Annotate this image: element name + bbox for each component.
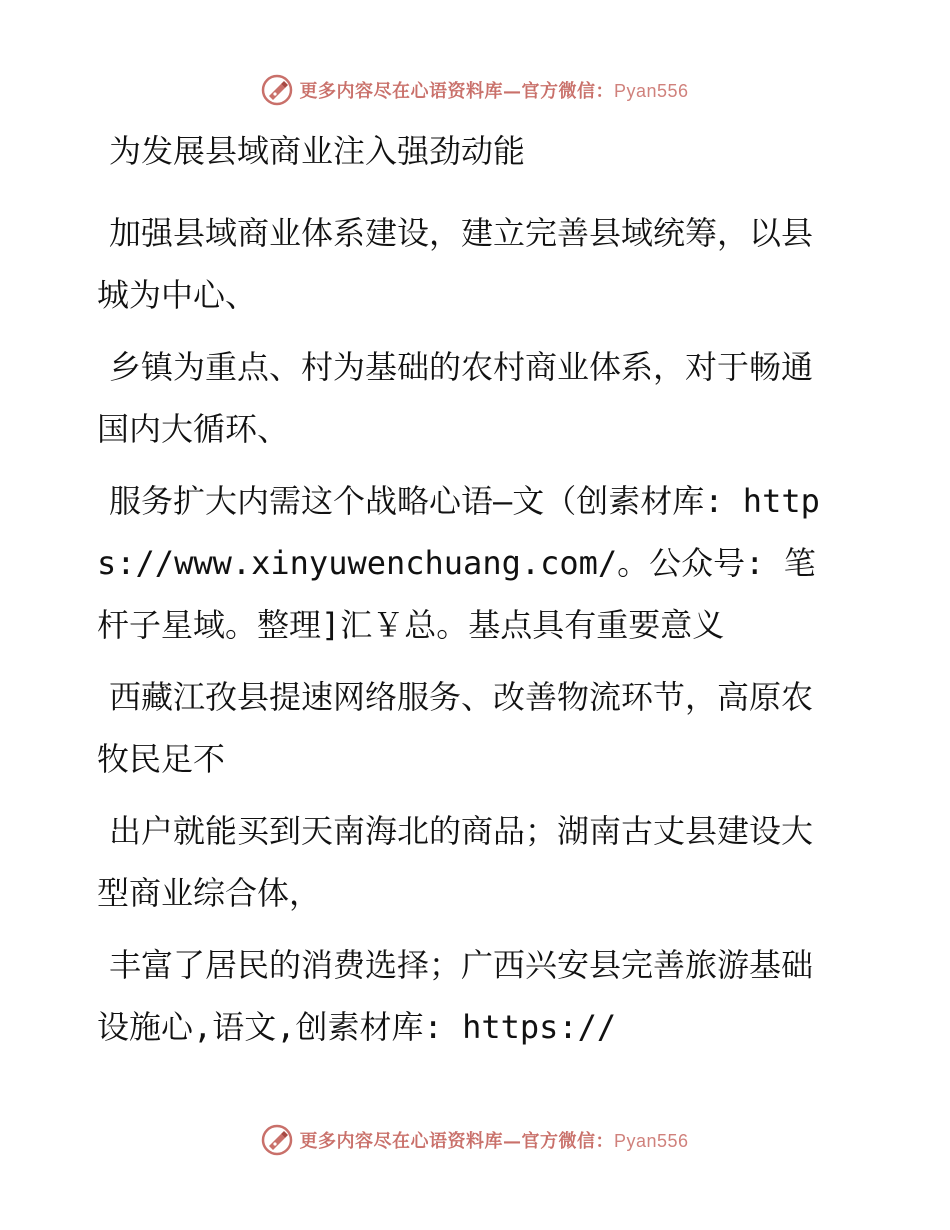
pen-nib-logo-icon — [261, 1124, 293, 1156]
footer-banner-label: 更多内容尽在心语资料库—官方微信： — [299, 1131, 614, 1152]
header-banner-text — [299, 77, 688, 103]
footer-wechat-id: Pyan556 — [613, 1131, 689, 1151]
header-banner-label: 更多内容尽在心语资料库—官方微信： — [299, 81, 614, 102]
paragraph: 加强县域商业体系建设，建立完善县域统筹，以县城为中心、 — [97, 214, 814, 314]
header-banner — [0, 70, 950, 110]
paragraph: 出户就能买到天南海北的商品；湖南古丈县建设大型商业综合体， — [97, 812, 814, 912]
document-body — [97, 120, 837, 1068]
footer-banner — [0, 1120, 950, 1160]
header-wechat-id: Pyan556 — [613, 81, 689, 101]
footer-banner-text — [299, 1127, 688, 1153]
paragraph: 西藏江孜县提速网络服务、改善物流环节，高原农牧民足不 — [97, 678, 814, 778]
paragraph: 乡镇为重点、村为基础的农村商业体系，对于畅通国内大循环、 — [97, 348, 814, 448]
paragraph: 丰富了居民的消费选择；广西兴安县完善旅游基础设施心,语文,创素材库: https:// — [97, 946, 814, 1046]
document-heading: 为发展县域商业注入强劲动能 — [109, 132, 526, 170]
paragraph: 服务扩大内需这个战略心语—文（创素材库: https://www.xinyuwenchuang.com/。公众号: 笔杆子星域。整理]汇￥总。基点具有重要意义 — [97, 482, 820, 644]
pen-nib-logo-icon — [261, 74, 293, 106]
